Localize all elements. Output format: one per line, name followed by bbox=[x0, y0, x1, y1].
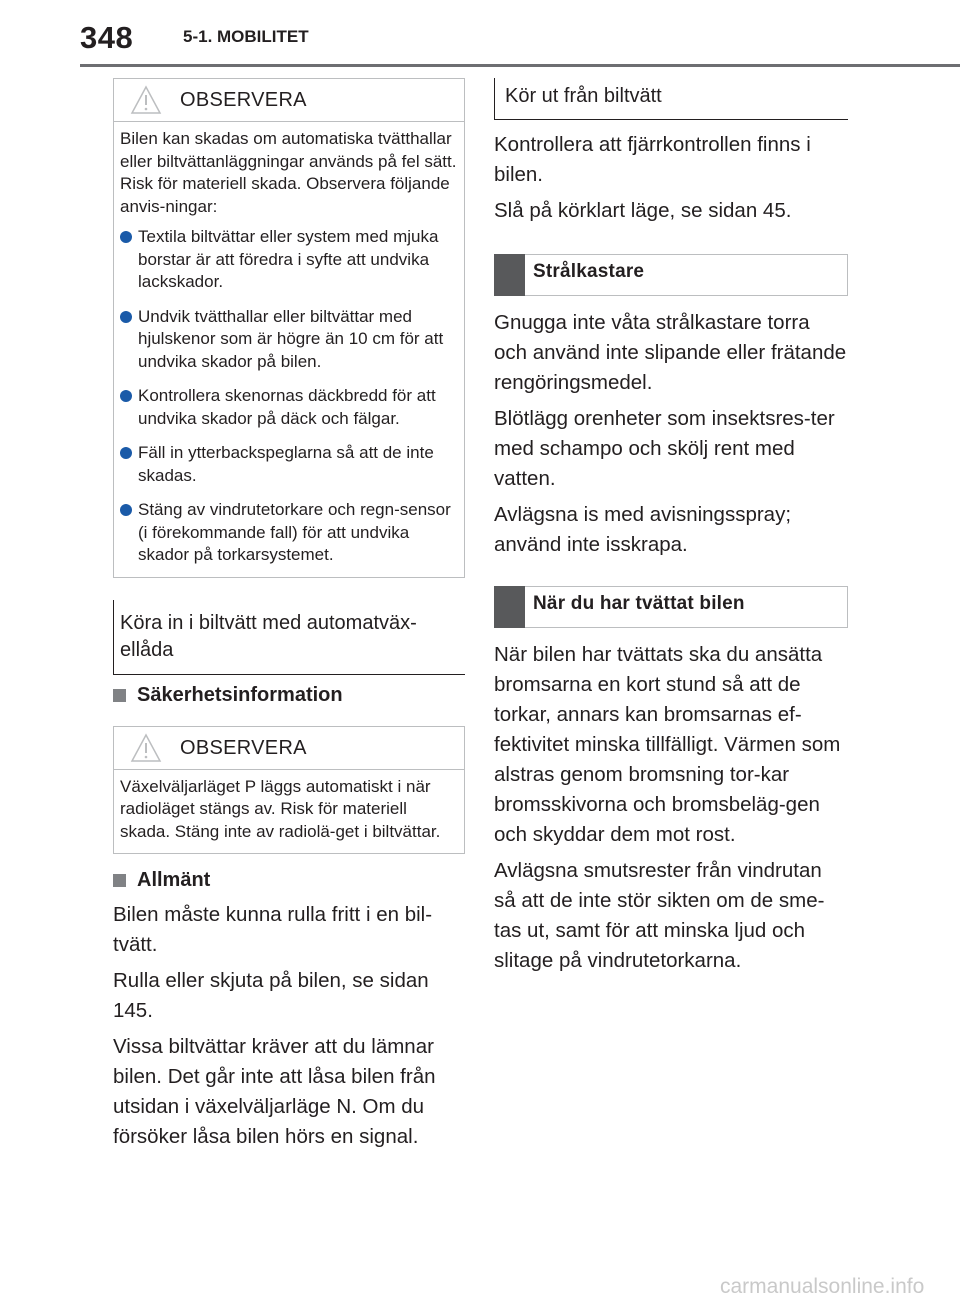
subsection-heading: Köra in i biltvätt med automatväx-ellåda bbox=[113, 600, 465, 675]
warning-icon bbox=[130, 733, 162, 763]
right-column bbox=[494, 78, 848, 982]
safety-heading-text: Säkerhetsinformation bbox=[137, 683, 343, 706]
notice-intro: Bilen kan skadas om automatiska tvätthallar eller biltvättanläggningar används på fel sätt. Risk för materiell skada. Observera följande anvis-ningar: bbox=[120, 129, 457, 216]
paragraph: Slå på körklart läge, se sidan 45. bbox=[494, 199, 792, 222]
bullet-text: Undvik tvätthallar eller biltvättar med hjulskenor som är högre än 10 cm för att undvika skador på bilen. bbox=[138, 306, 444, 371]
page-number: 348 bbox=[80, 20, 134, 55]
square-bullet-icon bbox=[113, 874, 126, 887]
section-heading-box bbox=[494, 586, 848, 628]
general-heading bbox=[113, 866, 465, 894]
notice-bullet bbox=[120, 385, 458, 430]
page-header bbox=[0, 0, 960, 70]
notice-box bbox=[113, 726, 465, 855]
bullet-dot-icon bbox=[120, 390, 132, 402]
paragraph-group bbox=[494, 308, 848, 560]
paragraph: Bilen måste kunna rulla fritt i en bil-tvätt. bbox=[113, 903, 433, 956]
safety-heading bbox=[113, 681, 465, 709]
section-bar bbox=[494, 586, 525, 628]
header-rule bbox=[80, 64, 960, 67]
bullet-dot-icon bbox=[120, 311, 132, 323]
paragraph: Avlägsna is med avisningsspray; använd inte isskrapa. bbox=[494, 503, 792, 556]
bullet-text: Textila biltvättar eller system med mjuka borstar är att föredra i syfte att undvika lackskador. bbox=[138, 227, 439, 291]
general-paragraphs bbox=[113, 900, 465, 1152]
notice-title: OBSERVERA bbox=[180, 736, 307, 759]
general-heading-text: Allmänt bbox=[137, 869, 211, 891]
notice-bullet bbox=[120, 306, 458, 374]
paragraph: Kontrollera att fjärrkontrollen finns i bilen. bbox=[494, 133, 811, 186]
bullet-text: Fäll in ytterbackspeglarna så att de inte skadas. bbox=[138, 443, 434, 485]
warning-icon bbox=[130, 85, 162, 115]
paragraph-group bbox=[494, 640, 848, 976]
section-title: 5-1. MOBILITET bbox=[183, 27, 309, 46]
paragraph: Blötlägg orenheter som insektsres-ter med schampo och skölj rent med vatten. bbox=[494, 407, 835, 490]
bullet-dot-icon bbox=[120, 231, 132, 243]
notice-body bbox=[114, 770, 464, 854]
notice-box bbox=[113, 78, 465, 578]
subsection-heading: Kör ut från biltvätt bbox=[494, 78, 848, 120]
notice-bullet bbox=[120, 499, 458, 567]
section-heading-box bbox=[494, 254, 848, 296]
notice-header bbox=[114, 79, 464, 122]
paragraph-group bbox=[494, 130, 848, 226]
notice-bullet bbox=[120, 226, 458, 294]
watermark: carmanualsonline.info bbox=[720, 1275, 925, 1298]
paragraph: Vissa biltvättar kräver att du lämnar bilen. Det går inte att låsa bilen från utsidan i växelväljarläge N. Om du försöker låsa bilen hörs en signal. bbox=[113, 1035, 436, 1148]
bullet-dot-icon bbox=[120, 447, 132, 459]
left-column bbox=[113, 78, 465, 1158]
notice-body bbox=[114, 122, 464, 577]
notice-header bbox=[114, 727, 464, 770]
paragraph: När bilen har tvättats ska du ansätta bromsarna en kort stund så att de torkar, annars kan bromsarnas ef-fektivitet minska tillfälligt. Värmen som alstras genom bromsning tor-kar bromsskivorna och bromsbeläg-gen och skyddar dem mot rost. bbox=[494, 643, 841, 846]
notice-text: Växelväljarläget P läggs automatiskt i när radioläget stängs av. Risk för materiell skada. Stäng inte av radiolä-get i biltvättar. bbox=[120, 776, 441, 841]
notice-title: OBSERVERA bbox=[180, 89, 307, 111]
square-bullet-icon bbox=[113, 689, 126, 702]
bullet-text: Kontrollera skenornas däckbredd för att undvika skador på däck och fälgar. bbox=[138, 386, 436, 428]
section-heading-text: Strålkastare bbox=[533, 261, 645, 282]
bullet-dot-icon bbox=[120, 504, 132, 516]
section-bar bbox=[494, 254, 525, 296]
paragraph: Gnugga inte våta strålkastare torra och använd inte slipande eller frätande rengöringsmedel. bbox=[494, 311, 847, 394]
paragraph: Avlägsna smutsrester från vindrutan så att de inte stör sikten om de sme-tas ut, samt för att minska ljud och slitage på vindrutetorkarna. bbox=[494, 859, 825, 972]
bullet-text: Stäng av vindrutetorkare och regn-sensor (i förekommande fall) för att undvika skador på torkarsystemet. bbox=[138, 500, 451, 564]
notice-bullet bbox=[120, 442, 458, 487]
paragraph: Rulla eller skjuta på bilen, se sidan 145. bbox=[113, 969, 429, 1022]
section-heading-text: När du har tvättat bilen bbox=[533, 593, 745, 614]
